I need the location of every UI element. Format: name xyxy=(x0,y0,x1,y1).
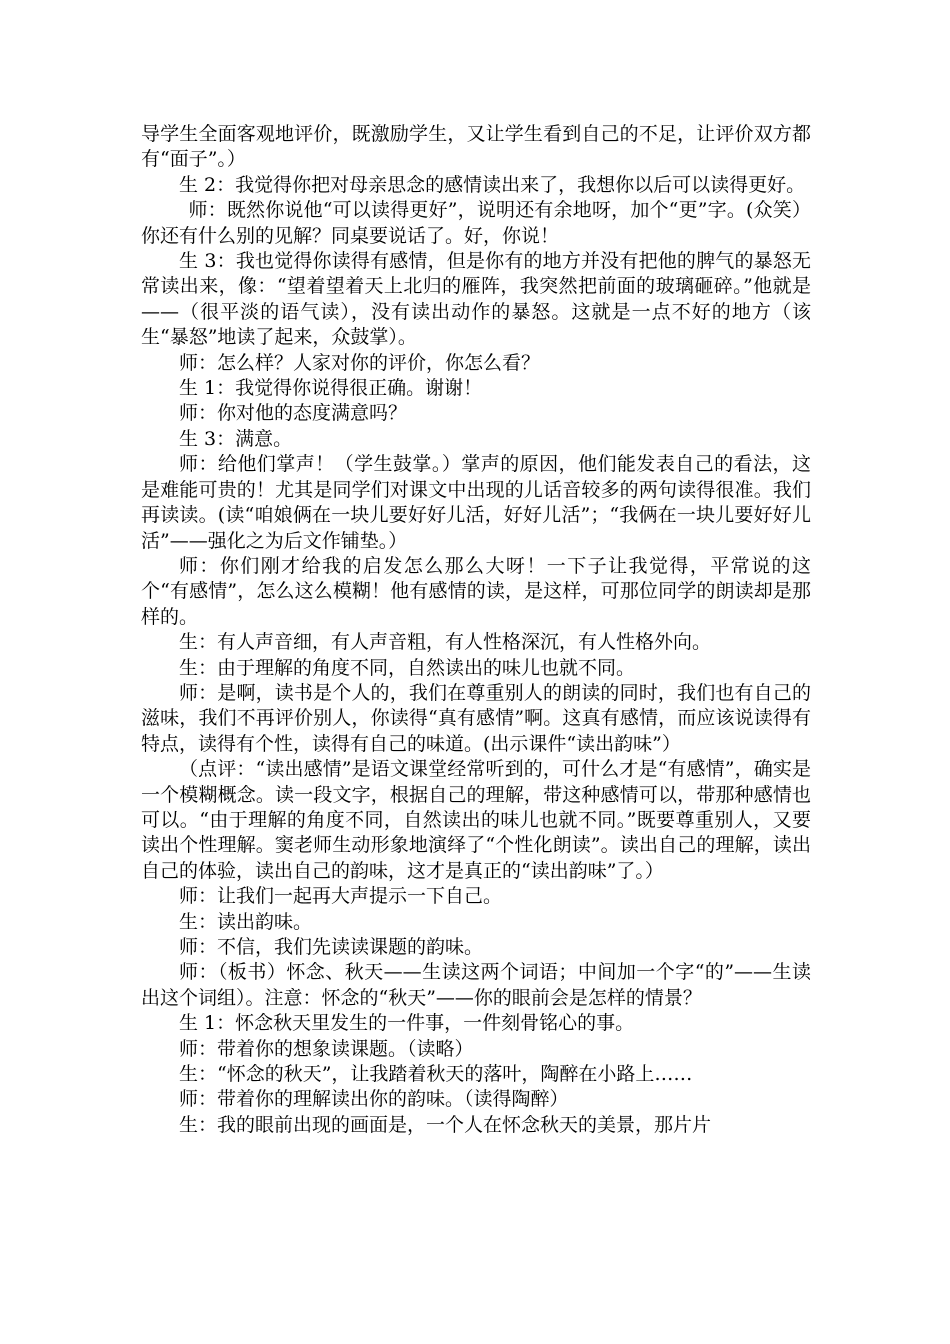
paragraph: 师：不信，我们先读读课题的韵味。 xyxy=(179,936,484,958)
paragraph: 师：是啊，读书是个人的，我们在尊重别人的朗读的同时，我们也有自己的滋味，我们不再评价别人，你读得“真有感情”啊。这真有感情，而应该说读得有特点，读得有个性，读得有自己的味道。(出示课件“读出韵味”） xyxy=(141,681,811,755)
paragraph: 师：你对他的态度满意吗？ xyxy=(179,402,408,425)
paragraph: 生：有人声音细，有人声音粗，有人性格深沉，有人性格外向。 xyxy=(179,631,712,654)
paragraph: 生：读出韵味。 xyxy=(179,910,313,933)
paragraph: 生：我的眼前出现的画面是，一个人在怀念秋天的美景，那片片 xyxy=(179,1113,712,1136)
paragraph: 导学生全面客观地评价，既激励学生，又让学生看到自己的不足，让评价双方都有“面子”。） xyxy=(141,123,811,171)
paragraph: 师：让我们一起再大声提示一下自己。 xyxy=(179,885,503,908)
paragraph: 师：怎么样？人家对你的评价，你怎么看？ xyxy=(179,351,541,374)
paragraph: 生 1：我觉得你说得很正确。谢谢！ xyxy=(179,377,483,400)
commentary-paragraph: （点评：“读出感情”是语文课堂经常听到的，可什么才是“有感情”，确实是一个模糊概念。读一段文字，根据自己的理解，带这种感情可以，带那种感情也可以。“由于理解的角度不同，自然读出的味儿也就不同。”既要尊重别人，又要读出个性理解。窦老师生动形象地演绎了“个性化朗读”。读出自己的理解，读出自己的体验，读出自己的韵味，这才是真正的“读出韵味”了。） xyxy=(141,758,811,882)
paragraph: 师：你们刚才给我的启发怎么那么大呀！一下子让我觉得，平常说的这个“有感情”，怎么这么模糊！他有感情的读，是这样，可那位同学的朗读却是那样的。 xyxy=(141,554,811,628)
paragraph: 生 3：我也觉得你读得有感情，但是你有的地方并没有把他的脾气的暴怒无常读出来，像：“望着望着天上北归的雁阵，我突然把前面的玻璃砸碎。”他就是——（很平淡的语气读），没有读出动作的暴怒。这就是一点不好的地方（该生“暴怒”地读了起来，众鼓掌）。 xyxy=(141,250,811,349)
paragraph: 生 1：怀念秋天里发生的一件事，一件刻骨铭心的事。 xyxy=(179,1012,635,1035)
paragraph: 师：给他们掌声！（学生鼓掌。）掌声的原因，他们能发表自己的看法，这是难能可贵的！尤其是同学们对课文中出现的儿话音较多的两句读得很准。我们再读读。(读“咱娘俩在一块儿要好好儿活，好好儿活”；“我俩在一块儿要好好儿活”——强化之为后文作铺垫。） xyxy=(141,453,811,552)
paragraph: 师：（板书）怀念、秋天——生读这两个词语；中间加一个字“的”——生读出这个词组）。注意：怀念的“秋天”——你的眼前会是怎样的情景？ xyxy=(141,961,811,1009)
paragraph: 师：带着你的理解读出你的韵味。（读得陶醉） xyxy=(179,1088,569,1111)
paragraph: 生：由于理解的角度不同，自然读出的味儿也就不同。 xyxy=(179,656,636,679)
paragraph: 生：“怀念的秋天”，让我踏着秋天的落叶，陶醉在小路上…… xyxy=(179,1063,693,1086)
paragraph: 生 3：满意。 xyxy=(179,427,293,450)
paragraph: 师：带着你的想象读课题。（读略） xyxy=(179,1037,474,1060)
paragraph: 生 2：我觉得你把对母亲思念的感情读出来了，我想你以后可以读得更好。 xyxy=(179,173,806,196)
document-body xyxy=(141,122,811,1138)
paragraph: 师：既然你说他“可以读得更好”，说明还有余地呀，加个“更”字。(众笑）你还有什么别的见解？同桌要说话了。好，你说！ xyxy=(141,199,811,247)
